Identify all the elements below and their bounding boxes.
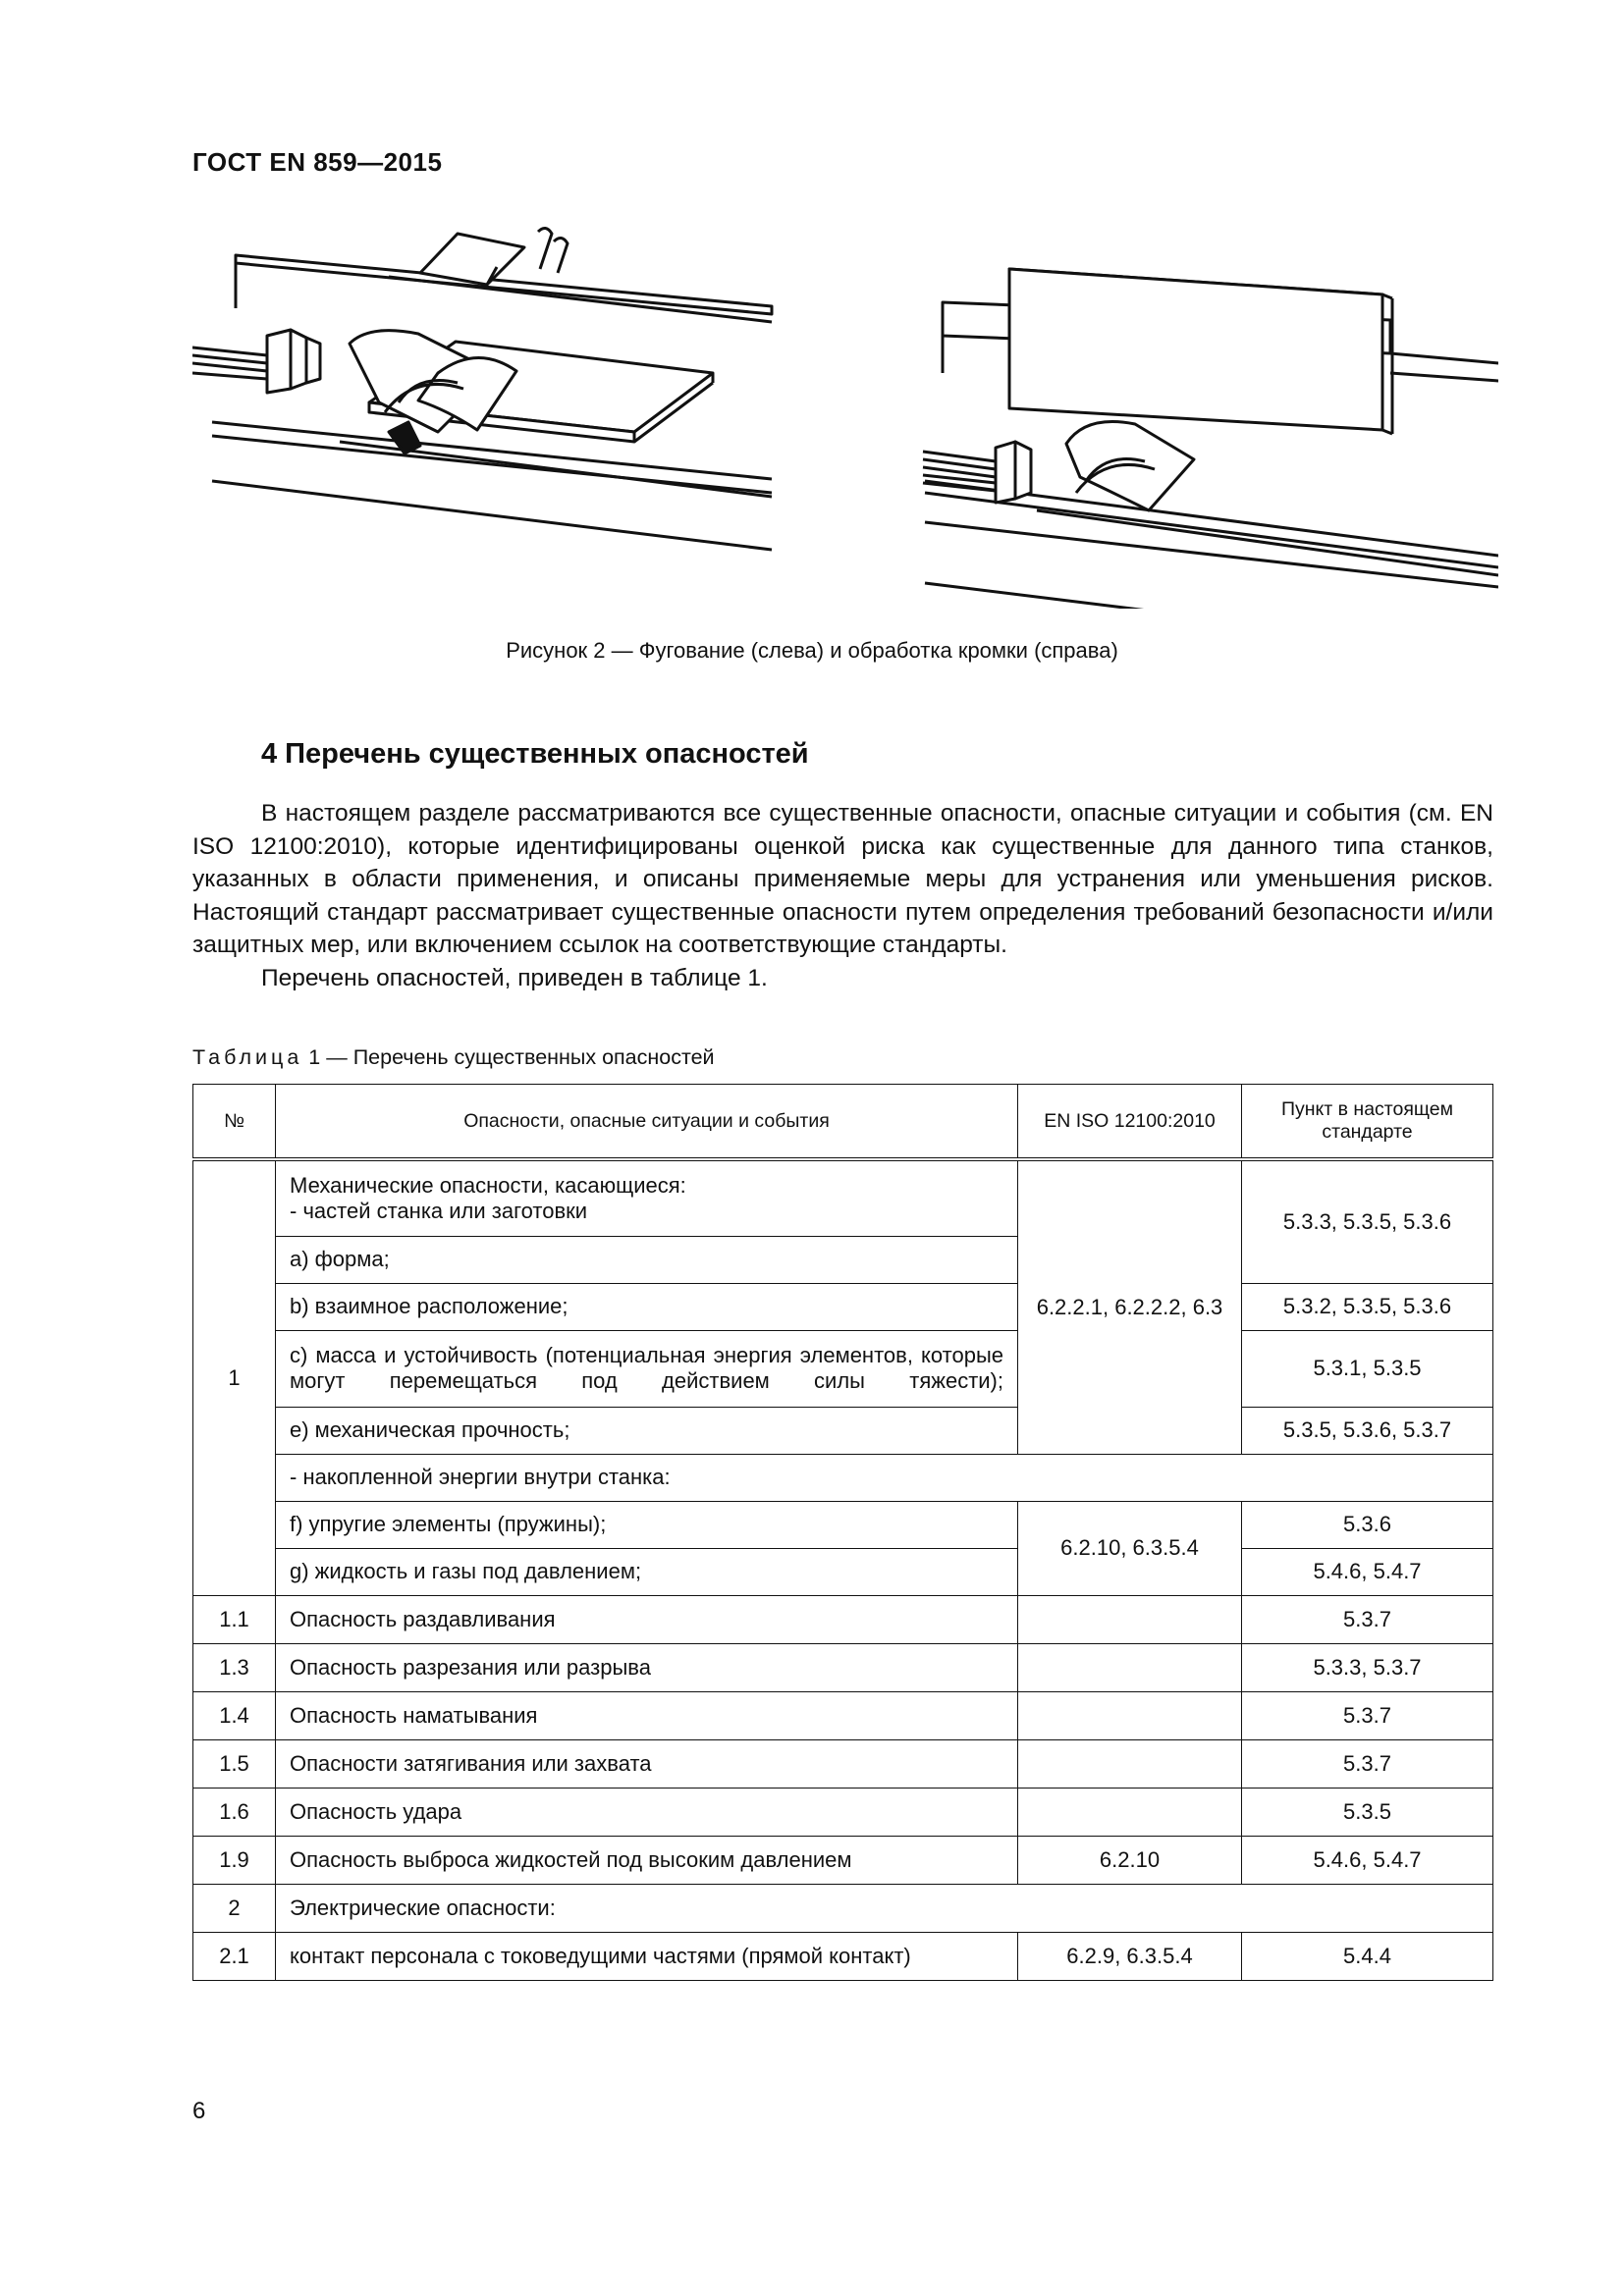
cell-hazard: Электрические опасности: bbox=[276, 1884, 1493, 1932]
table-caption-label: Таблица bbox=[192, 1045, 303, 1069]
cell-iso: 6.2.9, 6.3.5.4 bbox=[1018, 1932, 1242, 1980]
right-machine-illustration bbox=[923, 269, 1498, 609]
cell-clause: 5.3.7 bbox=[1242, 1595, 1493, 1643]
page-number: 6 bbox=[192, 2098, 206, 2124]
cell-hazard: - накопленной энергии внутри станка: bbox=[276, 1454, 1493, 1501]
cell-iso bbox=[1018, 1691, 1242, 1739]
table-row bbox=[193, 1932, 1493, 1980]
figure-jointing-edging bbox=[192, 216, 1498, 609]
section-body bbox=[192, 797, 1493, 995]
cell-no: 1.5 bbox=[193, 1739, 276, 1788]
cell-clause: 5.3.5, 5.3.6, 5.3.7 bbox=[1242, 1407, 1493, 1454]
cell-clause: 5.3.1, 5.3.5 bbox=[1242, 1330, 1493, 1407]
cell-hazard: Опасность наматывания bbox=[276, 1691, 1018, 1739]
cell-iso bbox=[1018, 1595, 1242, 1643]
table-caption-text: 1 — Перечень существенных опасностей bbox=[308, 1045, 715, 1069]
cell-hazard: b) взаимное расположение; bbox=[276, 1283, 1018, 1330]
cell-no: 1.4 bbox=[193, 1691, 276, 1739]
table-row bbox=[193, 1330, 1493, 1407]
mech-sub: - частей станка или заготовки bbox=[290, 1198, 588, 1223]
table-row bbox=[193, 1454, 1493, 1501]
cell-iso bbox=[1018, 1739, 1242, 1788]
paragraph: В настоящем разделе рассматриваются все существенные опасности, опасные ситуации и события (см. EN ISO 12100:2010), которые идентифицированы оценкой риска как существенные для данного типа станков, указанных в области применения, и описаны применяемые меры для устранения или уменьшения рисков. Настоящий стандарт рассматривает существенные опасности путем определения требований безопасности и/или защитных мер, или включением ссылок на соответствующие стандарты. bbox=[192, 800, 1493, 959]
hazards-table bbox=[192, 1084, 1493, 1981]
cell-iso: 6.2.10 bbox=[1018, 1836, 1242, 1884]
cell-no: 2 bbox=[193, 1884, 276, 1932]
cell-hazard: Опасность выброса жидкостей под высоким давлением bbox=[276, 1836, 1018, 1884]
cell-no: 1.6 bbox=[193, 1788, 276, 1836]
cell-clause: 5.3.3, 5.3.5, 5.3.6 bbox=[1242, 1159, 1493, 1283]
cell-clause: 5.3.2, 5.3.5, 5.3.6 bbox=[1242, 1283, 1493, 1330]
table-row bbox=[193, 1407, 1493, 1454]
cell-hazard: a) форма; bbox=[276, 1236, 1018, 1283]
table-row bbox=[193, 1548, 1493, 1595]
cell-hazard bbox=[276, 1159, 1018, 1236]
cell-hazard: c) масса и устойчивость (потенциальная энергия элементов, которые могут перемещаться под действием силы тяжести); bbox=[276, 1330, 1018, 1407]
cell-clause: 5.3.6 bbox=[1242, 1501, 1493, 1548]
cell-iso: 6.2.2.1, 6.2.2.2, 6.3 bbox=[1018, 1159, 1242, 1454]
cell-clause: 5.4.6, 5.4.7 bbox=[1242, 1836, 1493, 1884]
table-row bbox=[193, 1159, 1493, 1236]
cell-hazard: g) жидкость и газы под давлением; bbox=[276, 1548, 1018, 1595]
cell-clause: 5.3.5 bbox=[1242, 1788, 1493, 1836]
cell-clause: 5.3.7 bbox=[1242, 1739, 1493, 1788]
cell-no: 1.3 bbox=[193, 1643, 276, 1691]
cell-no: 1.1 bbox=[193, 1595, 276, 1643]
table-row bbox=[193, 1691, 1493, 1739]
section-title: 4 Перечень существенных опасностей bbox=[261, 738, 809, 770]
mech-title: Механические опасности, касающиеся: bbox=[290, 1172, 686, 1198]
cell-hazard: Опасность удара bbox=[276, 1788, 1018, 1836]
left-machine-illustration bbox=[192, 228, 772, 550]
cell-hazard: Опасность разрезания или разрыва bbox=[276, 1643, 1018, 1691]
cell-clause: 5.3.7 bbox=[1242, 1691, 1493, 1739]
cell-clause: 5.4.6, 5.4.7 bbox=[1242, 1548, 1493, 1595]
table-row bbox=[193, 1836, 1493, 1884]
header-clause: Пункт в настоящем стандарте bbox=[1242, 1085, 1493, 1160]
table-row bbox=[193, 1501, 1493, 1548]
table-row bbox=[193, 1283, 1493, 1330]
cell-no: 2.1 bbox=[193, 1932, 276, 1980]
figure-caption: Рисунок 2 — Фугование (слева) и обработка кромки (справа) bbox=[506, 638, 1118, 663]
paragraph: Перечень опасностей, приведен в таблице 1. bbox=[261, 964, 768, 991]
cell-hazard: контакт персонала с токоведущими частями (прямой контакт) bbox=[276, 1932, 1018, 1980]
cell-clause: 5.3.3, 5.3.7 bbox=[1242, 1643, 1493, 1691]
cell-no: 1 bbox=[193, 1159, 276, 1595]
cell-iso bbox=[1018, 1643, 1242, 1691]
table-header-row bbox=[193, 1085, 1493, 1160]
table-row bbox=[193, 1788, 1493, 1836]
document-header: ГОСТ EN 859—2015 bbox=[192, 147, 443, 177]
cell-hazard: Опасность раздавливания bbox=[276, 1595, 1018, 1643]
cell-no: 1.9 bbox=[193, 1836, 276, 1884]
table-row bbox=[193, 1739, 1493, 1788]
table-row bbox=[193, 1595, 1493, 1643]
table-caption bbox=[192, 1045, 715, 1070]
header-no: № bbox=[193, 1085, 276, 1160]
cell-clause: 5.4.4 bbox=[1242, 1932, 1493, 1980]
cell-iso: 6.2.10, 6.3.5.4 bbox=[1018, 1501, 1242, 1595]
table-row bbox=[193, 1643, 1493, 1691]
cell-hazard: Опасности затягивания или захвата bbox=[276, 1739, 1018, 1788]
header-iso: EN ISO 12100:2010 bbox=[1018, 1085, 1242, 1160]
header-hazards: Опасности, опасные ситуации и события bbox=[276, 1085, 1018, 1160]
cell-hazard: f) упругие элементы (пружины); bbox=[276, 1501, 1018, 1548]
table-row bbox=[193, 1884, 1493, 1932]
cell-hazard: e) механическая прочность; bbox=[276, 1407, 1018, 1454]
cell-iso bbox=[1018, 1788, 1242, 1836]
